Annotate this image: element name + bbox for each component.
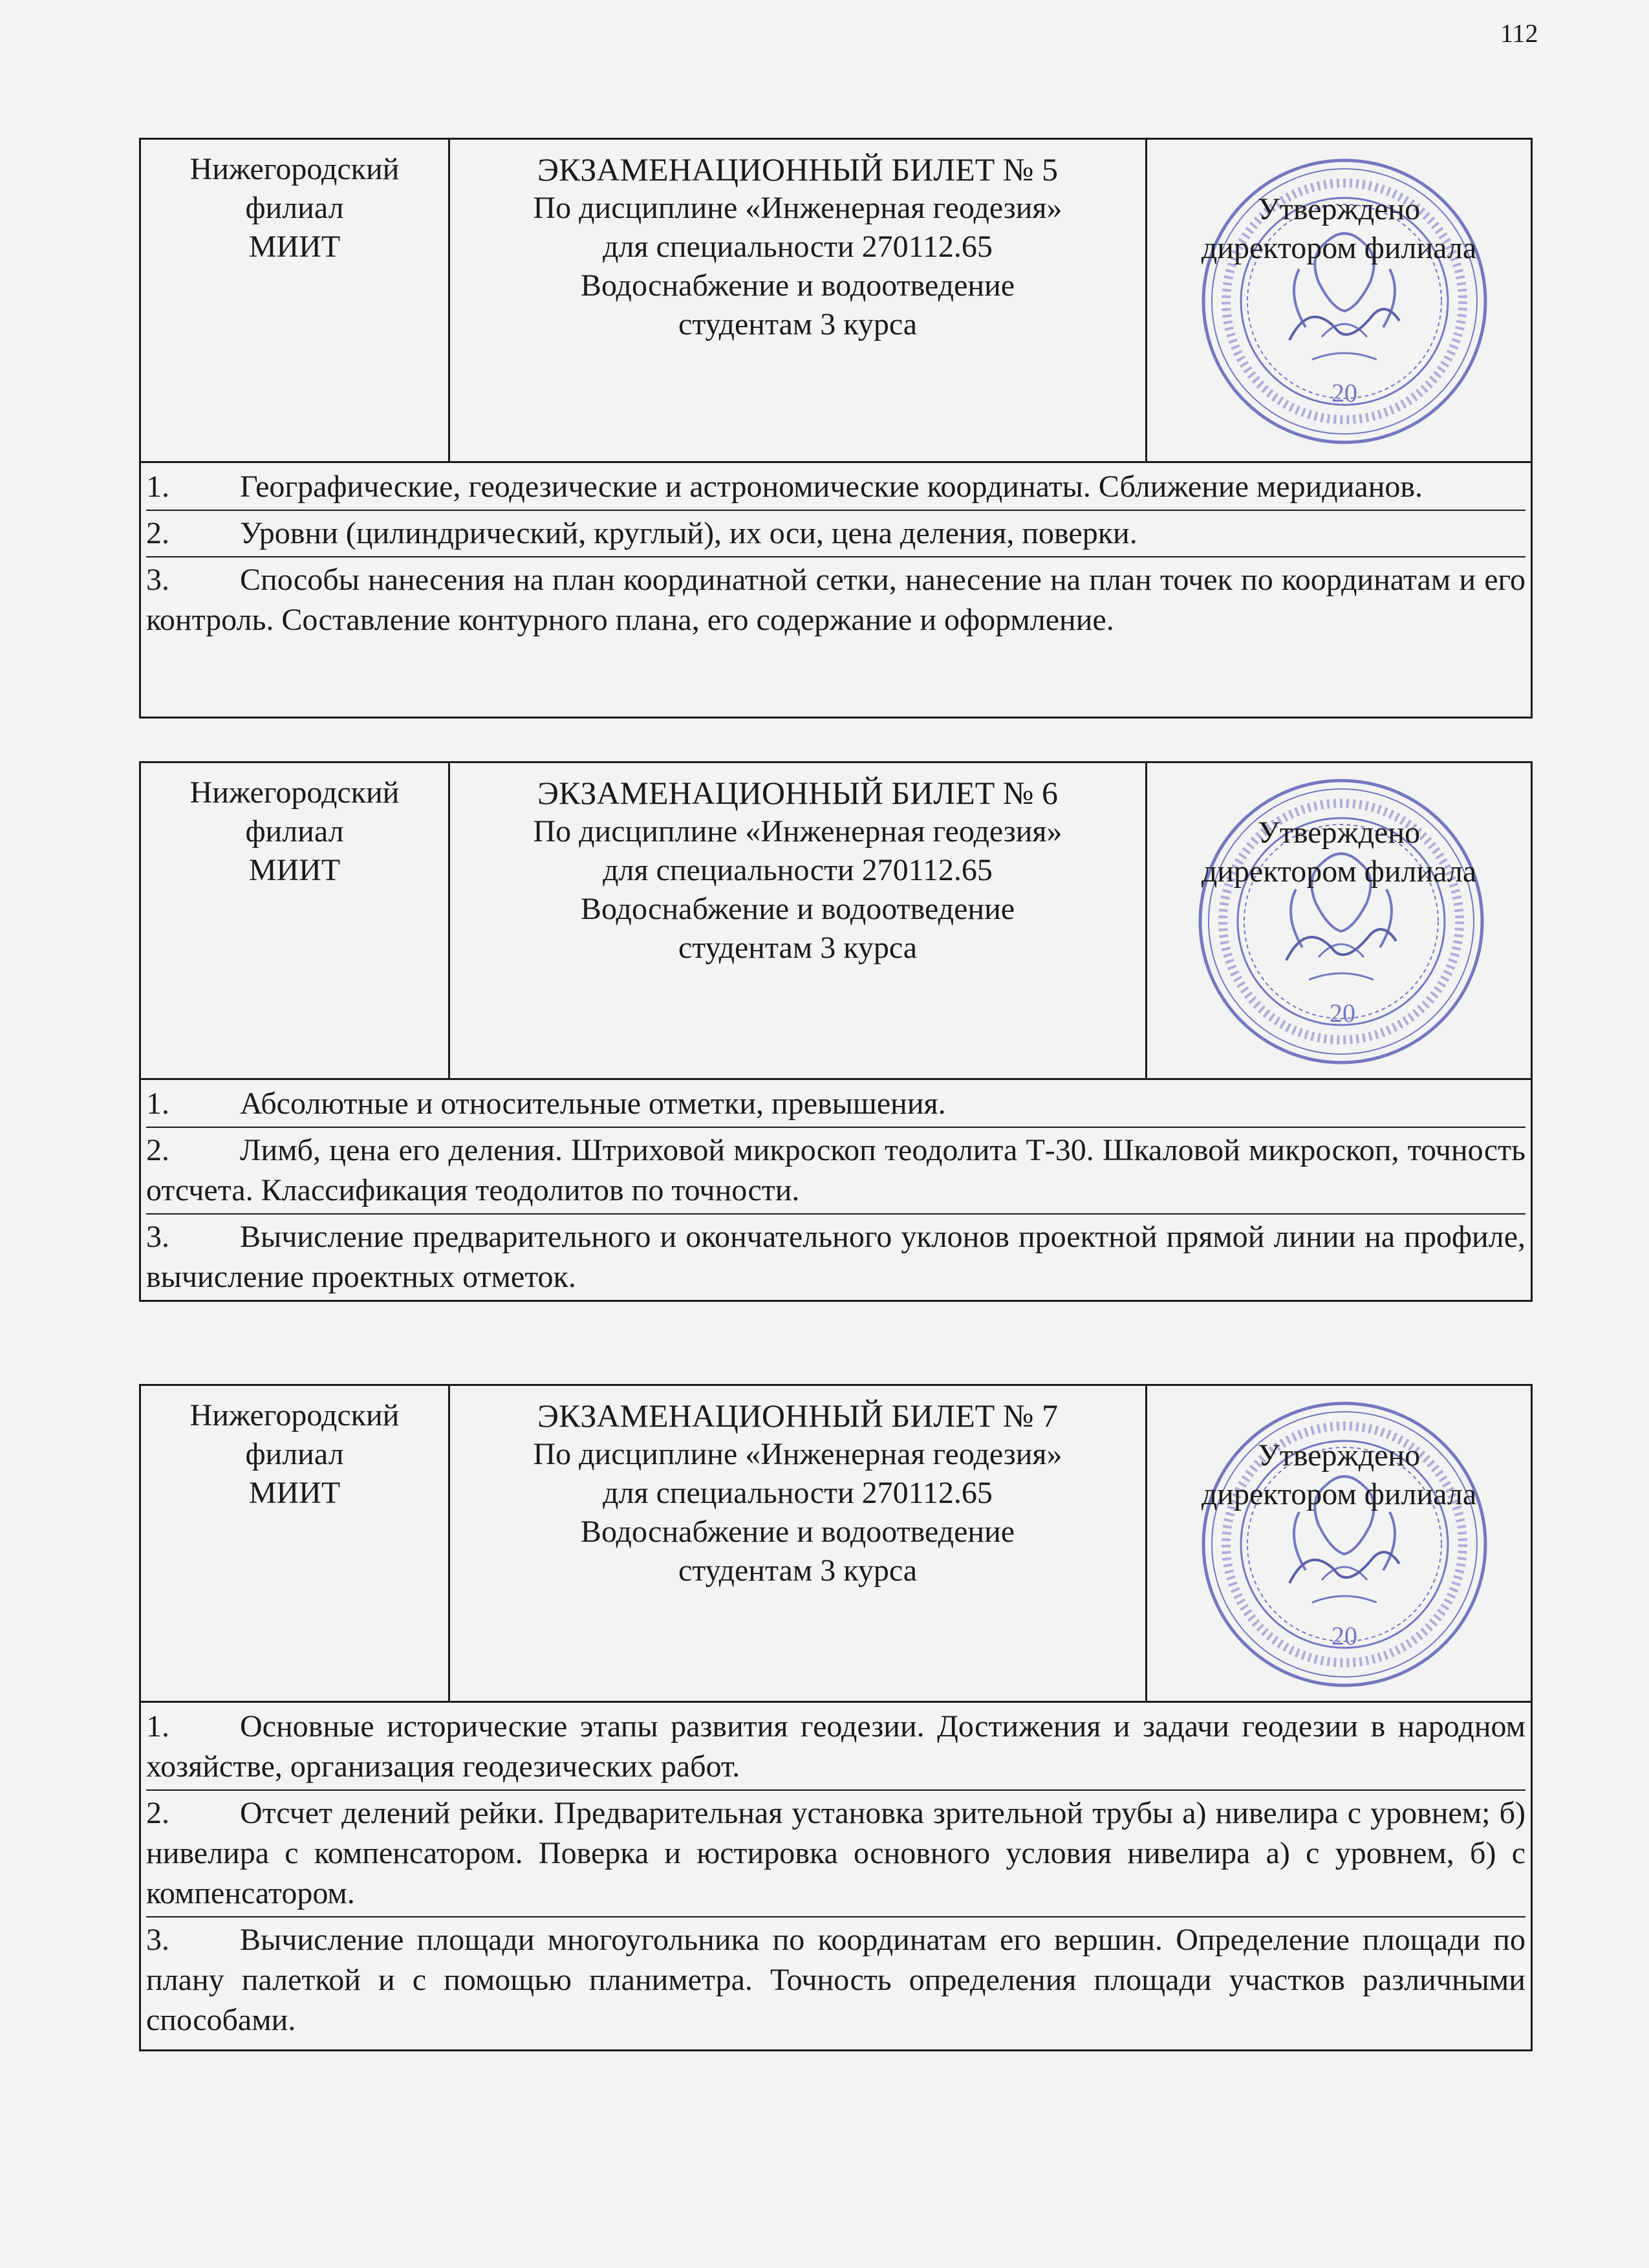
question-item <box>146 1081 1525 1128</box>
approved-label: Утверждено <box>1257 815 1421 850</box>
question-text: Уровни (цилиндрический, круглый), их оси, цена деления, поверки. <box>240 516 1137 550</box>
svg-text:20: 20 <box>1330 999 1355 1028</box>
approved-label: Утверждено <box>1257 1438 1421 1473</box>
specialty-line: для специальности 270112.65 <box>603 1476 993 1510</box>
ticket-header <box>141 763 1531 1080</box>
question-item <box>146 1917 1525 2043</box>
org-line: МИИТ <box>248 230 341 264</box>
ticket-title: ЭКЗАМЕНАЦИОННЫЙ БИЛЕТ № 5 <box>537 151 1058 188</box>
organization-cell <box>141 1386 450 1701</box>
question-item <box>146 464 1525 511</box>
org-line: Нижегородский <box>189 152 400 186</box>
question-item <box>146 1128 1525 1215</box>
question-item <box>146 1791 1525 1917</box>
approval-cell <box>1147 763 1531 1078</box>
exam-ticket-5 <box>139 138 1533 718</box>
ticket-title: ЭКЗАМЕНАЦИОННЫЙ БИЛЕТ № 7 <box>537 1398 1058 1434</box>
svg-text:20: 20 <box>1331 1621 1357 1650</box>
approver-label: директором филиала <box>1201 854 1477 889</box>
ticket-title-cell <box>450 140 1147 461</box>
discipline-line: По дисциплине «Инженерная геодезия» <box>533 814 1062 848</box>
org-line: МИИТ <box>248 1476 341 1510</box>
question-number: 1. <box>146 1709 169 1744</box>
approval-cell <box>1147 1386 1531 1701</box>
course-line: студентам 3 курса <box>678 931 918 965</box>
org-line: филиал <box>245 814 344 848</box>
ticket-title-cell <box>450 1386 1147 1701</box>
question-text: Географические, геодезические и астрономические координаты. Сближение меридианов. <box>240 470 1423 504</box>
ticket-header <box>141 140 1531 463</box>
ticket-title: ЭКЗАМЕНАЦИОННЫЙ БИЛЕТ № 6 <box>537 775 1058 811</box>
specialty-name-line: Водоснабжение и водоотведение <box>580 892 1015 926</box>
question-number: 3. <box>146 1923 169 1957</box>
org-line: МИИТ <box>248 853 341 887</box>
question-text: Вычисление площади многоугольника по координатам его вершин. Определение площади по плану палеткой и с помощью планиметра. Точность определения площади участков различными способами. <box>146 1923 1525 2037</box>
exam-ticket-7 <box>139 1384 1533 2051</box>
approval-text <box>1147 814 1531 891</box>
org-line: Нижегородский <box>189 775 400 810</box>
page-number: 112 <box>1500 19 1538 48</box>
question-text: Вычисление предварительного и окончательного уклонов проектной прямой линии на профиле, вычисление проектных отметок. <box>146 1220 1525 1294</box>
discipline-line: По дисциплине «Инженерная геодезия» <box>533 1437 1062 1471</box>
question-text: Основные исторические этапы развития геодезии. Достижения и задачи геодезии в народном хозяйстве, организация геодезических работ. <box>146 1709 1525 1784</box>
question-number: 1. <box>146 1086 169 1121</box>
exam-ticket-6 <box>139 761 1533 1302</box>
question-text: Способы нанесения на план координатной сетки, нанесение на план точек по координатам и его контроль. Составление контурного плана, его содержание и оформление. <box>146 563 1525 637</box>
approved-label: Утверждено <box>1257 192 1421 226</box>
question-text: Лимб, цена его деления. Штриховой микроскоп теодолита Т-30. Шкаловой микроскоп, точность отсчета. Классификация теодолитов по точности. <box>146 1133 1525 1207</box>
question-item <box>146 1215 1525 1300</box>
question-number: 2. <box>146 1133 169 1167</box>
svg-text:20: 20 <box>1331 378 1357 407</box>
organization-cell <box>141 140 450 461</box>
specialty-name-line: Водоснабжение и водоотведение <box>580 268 1015 303</box>
question-item <box>146 557 1525 643</box>
question-number: 1. <box>146 470 169 504</box>
questions-list <box>141 1703 1531 2043</box>
course-line: студентам 3 курса <box>678 1553 918 1588</box>
specialty-line: для специальности 270112.65 <box>603 230 993 264</box>
question-text: Абсолютные и относительные отметки, превышения. <box>240 1086 946 1121</box>
question-text: Отсчет делений рейки. Предварительная установка зрительной трубы а) нивелира с уровнем; б) нивелира с компенсатором. Поверка и юстировка основного условия нивелира а) с уровнем, б) с компенсатором. <box>146 1796 1525 1910</box>
question-number: 3. <box>146 1220 169 1254</box>
organization-cell <box>141 763 450 1078</box>
questions-list <box>141 1080 1531 1300</box>
specialty-line: для специальности 270112.65 <box>603 853 993 887</box>
course-line: студентам 3 курса <box>678 307 918 341</box>
questions-list <box>141 463 1531 643</box>
question-item <box>146 511 1525 557</box>
approval-text <box>1147 1436 1531 1514</box>
org-line: филиал <box>245 1437 344 1471</box>
discipline-line: По дисциплине «Инженерная геодезия» <box>533 191 1062 225</box>
approval-cell <box>1147 140 1531 461</box>
ticket-title-cell <box>450 763 1147 1078</box>
question-number: 2. <box>146 516 169 550</box>
question-item <box>146 1704 1525 1791</box>
org-line: филиал <box>245 191 344 225</box>
approver-label: директором филиала <box>1201 231 1477 265</box>
approval-text <box>1147 190 1531 268</box>
specialty-name-line: Водоснабжение и водоотведение <box>580 1515 1015 1549</box>
org-line: Нижегородский <box>189 1398 400 1432</box>
question-number: 3. <box>146 563 169 597</box>
ticket-header <box>141 1386 1531 1703</box>
question-number: 2. <box>146 1796 169 1830</box>
approver-label: директором филиала <box>1201 1477 1477 1511</box>
